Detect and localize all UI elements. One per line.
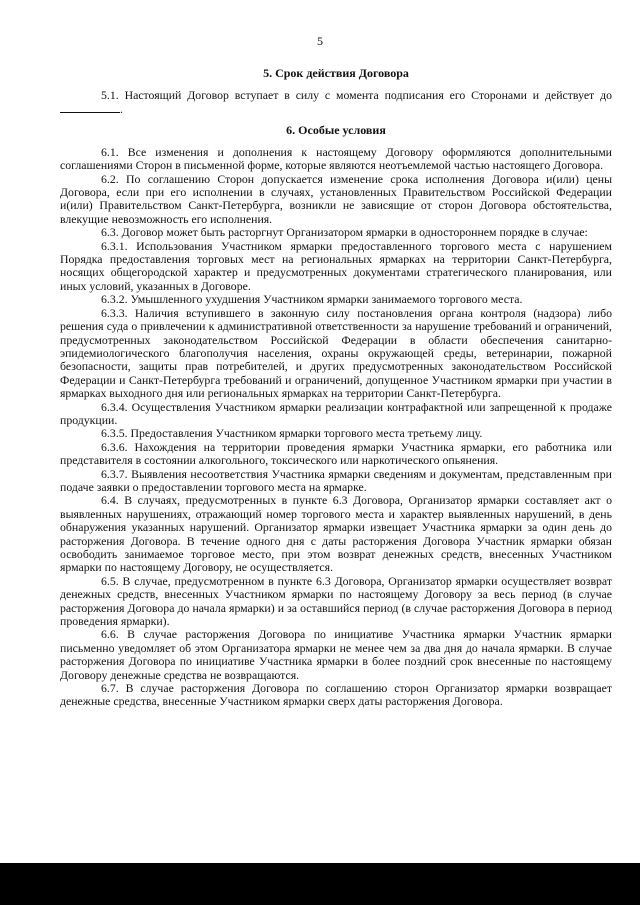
paragraph-6-3-6: 6.3.6. Нахождения на территории проведения ярмарки Участника ярмарки, его работника или представителя в состоянии алкогольного, токсического или наркотического опьянения. (60, 439, 612, 468)
paragraph-6-3-1: 6.3.1. Использования Участником ярмарки предоставленного торгового места с нарушением Порядка предоставления торговых мест на региональных ярмарках на территории Санкт-Петербурга, носящих общегородской характер и предусмотренных документами стратегического планирования, или иных условий, указанных в Договоре. (60, 238, 612, 293)
paragraph-6-3-5: 6.3.5. Предоставления Участником ярмарки торгового места третьему лицу. (101, 426, 483, 441)
paragraph-6-6: 6.6. В случае расторжения Договора по инициативе Участника ярмарки Участник ярмарки письменно уведомляет об этом Организатора ярмарки не менее чем за два дня до начала ярмарки. В случае расторжения Договора по инициативе Участника ярмарки в более поздний срок внесенные по настоящему Договору денежные средства не возвращаются. (60, 627, 612, 682)
date-blank-line (60, 102, 120, 113)
document-body (60, 60, 612, 709)
paragraph-6-4: 6.4. В случаях, предусмотренных в пункте 6.3 Договора, Организатор ярмарки составляет акт о выявленных нарушениях, отражающий номер торгового места и характер выявленных нарушений, в день обнаружения указанных нарушений. Организатор ярмарки извещает Участника ярмарки за один день до расторжения Договора. В течение одного дня с даты расторжения Договора Участник ярмарки обязан освободить занимаемое торговое место, при этом возврат денежных средств, внесенных Участником ярмарки по настоящему Договору, не осуществляется. (60, 493, 612, 575)
paragraph-6-3-7: 6.3.7. Выявления несоответствия Участника ярмарки сведениям и документам, представленным при подаче заявки о предоставлении торгового места на ярмарке. (60, 466, 612, 494)
paragraph-5-1 (60, 89, 612, 117)
scan-bottom-border (0, 863, 640, 905)
paragraph-6-1: 6.1. Все изменения и дополнения к настоящему Договору оформляются дополнительными соглашениями Сторон в письменной форме, которые являются неотъемлемой частью настоящего Договора. (60, 144, 612, 173)
paragraph-6-3: 6.3. Договор может быть расторгнут Организатором ярмарки в одностороннем порядке в случае: (101, 225, 588, 240)
paragraph-5-1-end: . (120, 102, 123, 117)
section-5-title: 5. Срок действия Договора (263, 66, 409, 80)
paragraph-6-2: 6.2. По соглашению Сторон допускается изменение срока исполнения Договора и(или) цены Договора, если при его исполнении в случаях, установленных Правительством Российской Федерации и(или) Правительством Санкт-Петербурга, возникли не зависящие от сторон Договора обстоятельства, влекущие невозможность его исполнения. (60, 171, 612, 226)
page-number: 5 (317, 34, 323, 48)
paragraph-6-5: 6.5. В случае, предусмотренном в пункте 6.3 Договора, Организатор ярмарки осуществляет возврат денежных средств, внесенных Участником ярмарки по настоящему Договору за весь период (в случае расторжения Договора до начала ярмарки) и за оставшийся период (в случае расторжения Договора в период проведения ярмарки). (60, 573, 612, 629)
paragraph-6-7: 6.7. В случае расторжения Договора по соглашению сторон Организатор ярмарки возвращает денежные средства, внесенные Участником ярмарки сверх даты расторжения Договора. (60, 681, 612, 709)
paragraph-5-1-text: 5.1. Настоящий Договор вступает в силу с момента подписания его Сторонами и действует до (101, 88, 612, 102)
section-6-title: 6. Особые условия (286, 122, 386, 137)
paragraph-6-3-4: 6.3.4. Осуществления Участником ярмарки реализации контрафактной или запрещенной к продаже продукции. (60, 399, 612, 427)
paragraph-6-3-2: 6.3.2. Умышленного ухудшения Участником ярмарки занимаемого торгового места. (101, 292, 523, 307)
paragraph-6-3-3: 6.3.3. Наличия вступившего в законную силу постановления органа контроля (надзора) либо решения суда о привлечении к административной ответственности за нарушение требований и ограничений, предусмотренных законодательством Российской Федерации в области обеспечения санитарно-эпидемиологического благополучия населения, охраны окружающей среды, ветеринарии, пожарной безопасности, защиты прав потребителей, и других предусмотренных законодательством Российской Федерации и Санкт-Петербурга требований и ограничений, допущенное Участником ярмарки при участии в ярмарках выходного дня или региональных ярмарках на территории Санкт-Петербурга. (60, 305, 612, 401)
